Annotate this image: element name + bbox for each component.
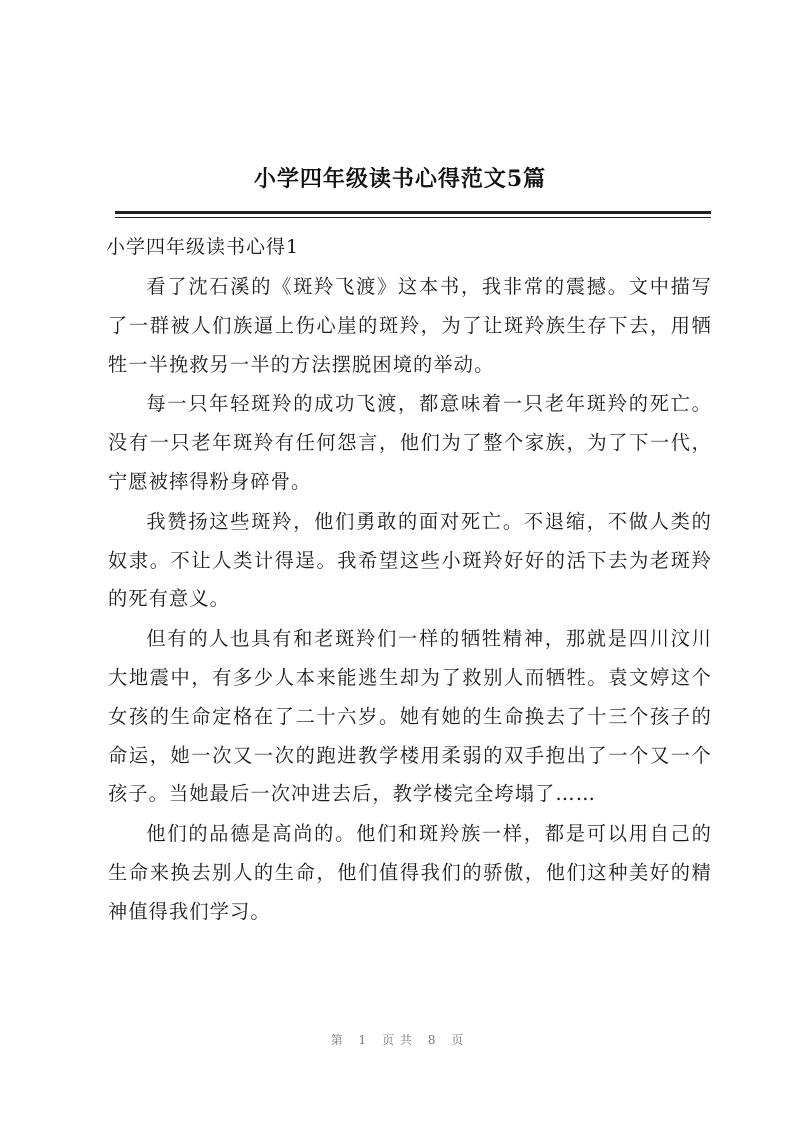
section-heading: 小学四年级读书心得1 [106,236,300,258]
paragraph: 看了沈石溪的《斑羚飞渡》这本书，我非常的震撼。文中描写了一群被人们族逼上伤心崖的斑羚，为了让斑羚族生存下去，用牺牲一半挽救另一半的方法摆脱困境的举动。 [108,275,712,376]
paragraph: 我赞扬这些斑羚，他们勇敢的面对死亡。不退缩，不做人类的奴隶。不让人类计得逞。我希望这些小斑羚好好的活下去为老斑羚的死有意义。 [108,509,712,611]
title-divider [115,211,711,214]
document-body [108,268,712,933]
paragraph: 他们的品德是高尚的。他们和斑羚族一样，都是可以用自己的生命来换去别人的生命，他们值得我们的骄傲，他们这种美好的精神值得我们学习。 [108,822,712,923]
page-number-footer: 第 1 页共 8 页 [330,1033,470,1047]
document-title: 小学四年级读书心得范文5篇 [253,166,547,192]
paragraph: 但有的人也具有和老斑羚们一样的牺牲精神，那就是四川汶川大地震中，有多少人本来能逃生却为了救别人而牺牲。袁文婷这个女孩的生命定格在了二十六岁。她有她的生命换去了十三个孩子的命运，她一次又一次的跑进教学楼用柔弱的双手抱出了一个又一个孩子。当她最后一次冲进去后，教学楼完全垮塌了…… [108,627,712,806]
paragraph: 每一只年轻斑羚的成功飞渡，都意味着一只老年斑羚的死亡。没有一只老年斑羚有任何怨言，他们为了整个家族，为了下一代，宁愿被摔得粉身碎骨。 [108,392,712,493]
title-divider-thin [115,217,711,218]
